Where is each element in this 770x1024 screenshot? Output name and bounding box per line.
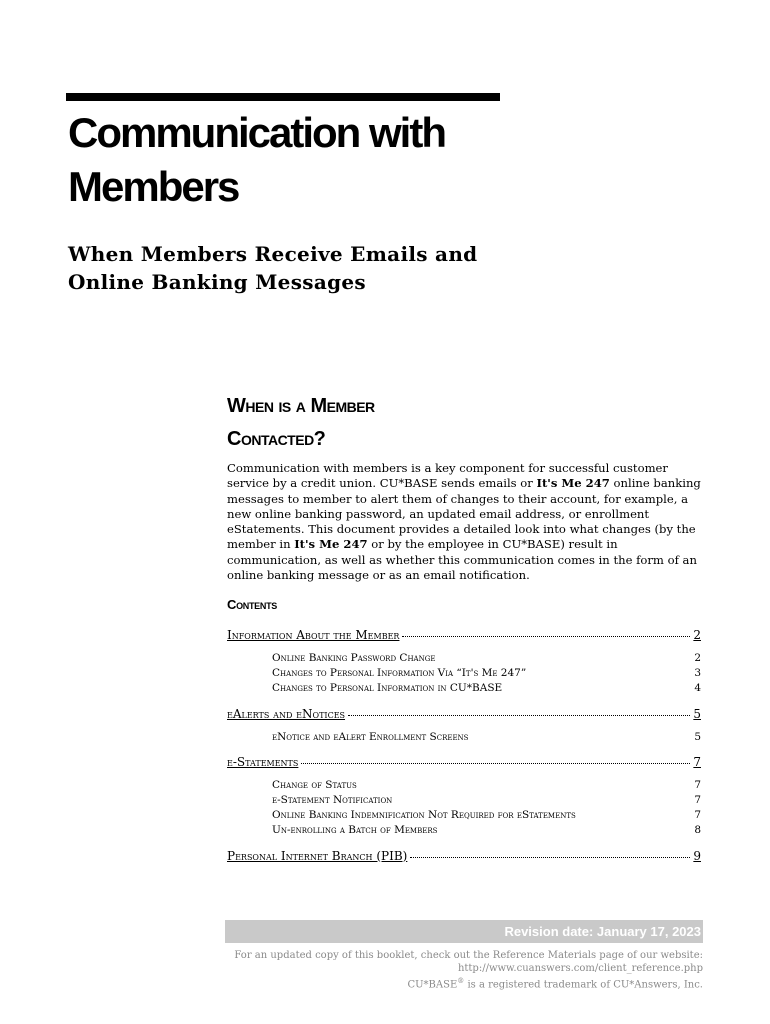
toc-entry-page[interactable]: 5 xyxy=(693,706,701,721)
revision-date-bar: Revision date: January 17, 2023 xyxy=(225,920,703,943)
toc-subentry xyxy=(227,808,701,823)
toc-subentry-page: 7 xyxy=(694,809,701,822)
toc-entry-ealerts-enotices[interactable] xyxy=(227,707,701,725)
toc-entry-pib[interactable] xyxy=(227,849,701,867)
toc-subentry-page: 3 xyxy=(694,667,701,680)
toc-dot-leader xyxy=(348,715,690,716)
toc-entry-label[interactable]: Information About the Member xyxy=(227,628,400,642)
section-heading-line-1: When is a Member xyxy=(227,395,375,417)
toc-subentry-label: Online Banking Indemnification Not Required for eStatements xyxy=(272,809,576,822)
table-of-contents xyxy=(227,628,701,877)
toc-subentry-label: eNotice and eAlert Enrollment Screens xyxy=(272,730,469,743)
toc-subentry xyxy=(227,793,701,808)
toc-entry-label[interactable]: eAlerts and eNotices xyxy=(227,706,346,721)
footer-note xyxy=(225,950,703,992)
intro-bold-1: It's Me 247 xyxy=(536,476,610,491)
toc-subentry-page: 7 xyxy=(694,778,701,791)
toc-group xyxy=(227,849,701,867)
footer-line-1: For an updated copy of this booklet, check out the Reference Materials page of our website: xyxy=(234,950,703,961)
footer-trademark xyxy=(225,975,703,992)
toc-subentry xyxy=(227,730,701,745)
intro-paragraph xyxy=(227,461,702,583)
toc-subentry xyxy=(227,666,701,681)
toc-entry-information-about-member[interactable] xyxy=(227,628,701,646)
contents-heading: Contents xyxy=(227,597,277,612)
title-line-1: Communication with xyxy=(68,109,445,156)
toc-entry-page[interactable]: 9 xyxy=(693,848,701,863)
toc-subentry-label: Online Banking Password Change xyxy=(272,652,436,664)
toc-entry-page[interactable]: 2 xyxy=(693,628,701,642)
intro-text-1: Communication with members is a key component for successful customer service by a credit union. CU*BASE sends emails or xyxy=(227,461,668,491)
toc-entry-label[interactable]: e-Statements xyxy=(227,754,299,769)
document-title xyxy=(68,106,508,214)
footer-trademark-name: CU*BASE xyxy=(407,979,458,991)
toc-dot-leader xyxy=(402,636,690,637)
toc-subentry-label: Changes to Personal Information in CU*BASE xyxy=(272,682,503,695)
toc-subentry-page: 2 xyxy=(694,652,701,664)
toc-group xyxy=(227,707,701,745)
toc-entry-page[interactable]: 7 xyxy=(693,754,701,769)
toc-subentry-page: 7 xyxy=(694,794,701,807)
toc-subentry-label: Un-enrolling a Batch of Members xyxy=(272,824,438,837)
toc-subentry-label: e-Statement Notification xyxy=(272,794,393,807)
toc-subentry xyxy=(227,681,701,696)
toc-subentry xyxy=(227,778,701,793)
intro-bold-2: It's Me 247 xyxy=(294,537,368,552)
toc-group xyxy=(227,755,701,839)
footer-trademark-text: is a registered trademark of CU*Answers, Inc. xyxy=(464,979,703,991)
subtitle-line-1: When Members Receive Emails and xyxy=(68,242,478,266)
section-heading xyxy=(227,390,527,456)
toc-dot-leader xyxy=(301,763,690,764)
document-subtitle xyxy=(68,240,508,296)
section-heading-line-2: Contacted? xyxy=(227,428,326,450)
toc-subentry-label: Changes to Personal Information Via “It's Me 247” xyxy=(272,667,527,680)
toc-group xyxy=(227,628,701,697)
title-line-2: Members xyxy=(68,163,239,210)
footer-url[interactable]: http://www.cuanswers.com/client_reference.php xyxy=(457,962,703,974)
toc-subentry xyxy=(227,651,701,666)
registered-mark: ® xyxy=(457,977,465,985)
subtitle-line-2: Online Banking Messages xyxy=(68,270,366,294)
toc-entry-label[interactable]: Personal Internet Branch (PIB) xyxy=(227,848,408,863)
intro-text-2: online banking messages to member to alert them of changes to their account, for example, a new online banking password, an updated email address, or enrollment eStatements. This document provides a detailed look into what changes (by the member in xyxy=(227,476,701,552)
intro-text-3: or by the employee in CU*BASE) result in communication, as well as whether this communication comes in the form of an online banking message or as an email notification. xyxy=(227,537,697,583)
toc-subentry-page: 5 xyxy=(694,730,701,743)
toc-dot-leader xyxy=(410,857,690,858)
toc-entry-e-statements[interactable] xyxy=(227,755,701,773)
toc-subentry xyxy=(227,823,701,838)
top-rule xyxy=(66,93,500,101)
toc-subentry-label: Change of Status xyxy=(272,778,357,791)
toc-subentry-page: 4 xyxy=(694,682,701,695)
toc-subentry-page: 8 xyxy=(694,824,701,837)
